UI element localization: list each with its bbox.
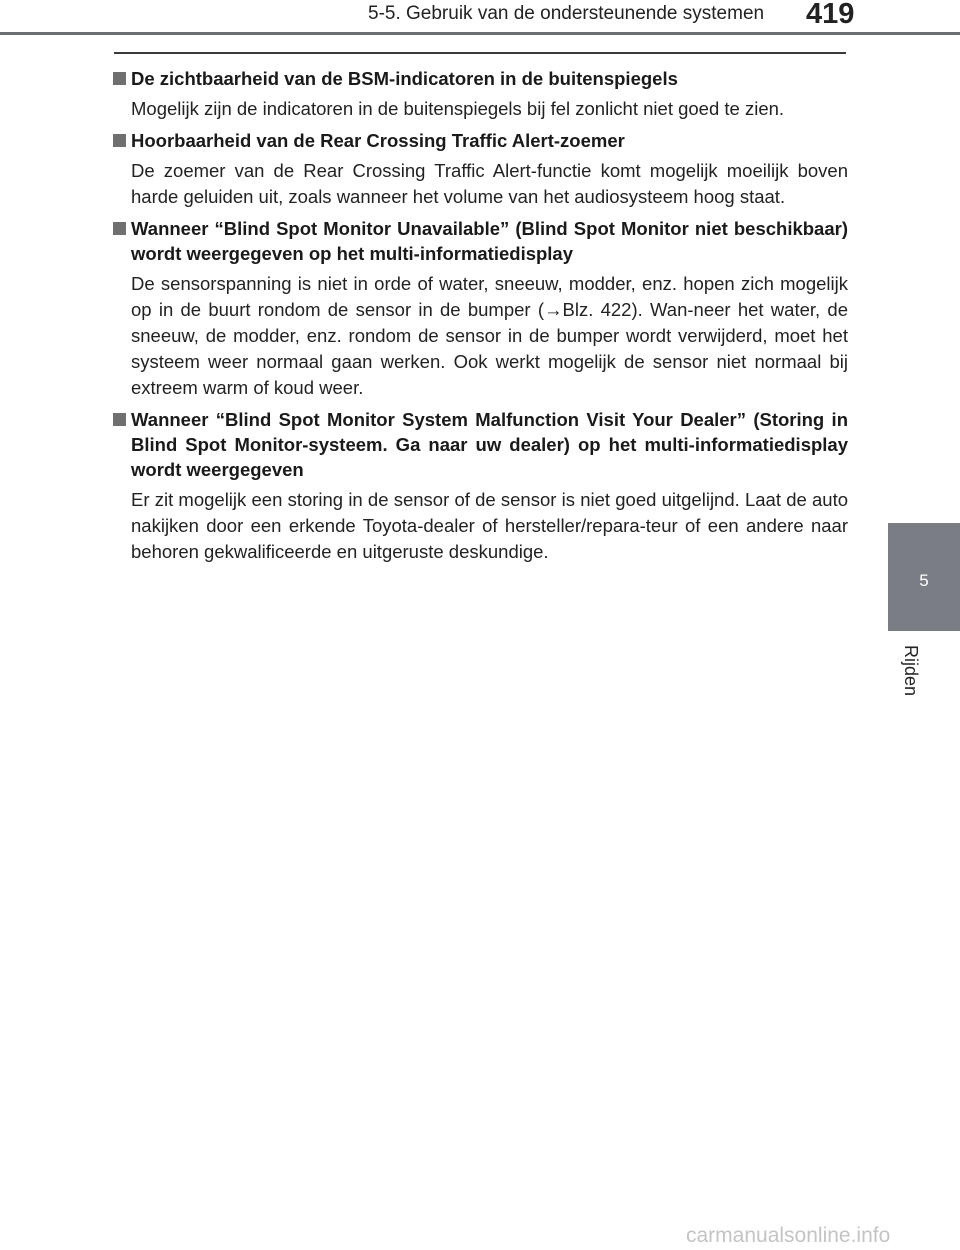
section-heading (112, 407, 848, 482)
section-heading-text: Wanneer “Blind Spot Monitor Unavailable” (Blind Spot Monitor niet beschikbaar) wordt weergegeven op het multi-informatiedisplay (131, 218, 848, 264)
square-bullet-icon (113, 72, 126, 85)
section-heading (112, 66, 848, 91)
chapter-tab (888, 523, 960, 631)
watermark: carmanualsonline.info (686, 1224, 891, 1247)
square-bullet-icon (113, 222, 126, 235)
section-heading-text: Wanneer “Blind Spot Monitor System Malfunction Visit Your Dealer” (Storing in Blind Spot Monitor-systeem. Ga naar uw dealer) op het multi-informatiedisplay wordt weergegeven (131, 409, 848, 480)
section-heading-text: Hoorbaarheid van de Rear Crossing Traffic Alert-zoemer (131, 130, 625, 151)
chapter-number: 5 (919, 571, 929, 590)
square-bullet-icon (113, 413, 126, 426)
section-heading (112, 128, 848, 153)
section-body: De zoemer van de Rear Crossing Traffic Alert-functie komt mogelijk moeilijk boven harde geluiden uit, zoals wanneer het volume van het audiosysteem hoog staat. (131, 160, 848, 207)
section-body: De sensorspanning is niet in orde of water, sneeuw, modder, enz. hopen zich mogelijk op in de buurt rondom de sensor in de bumper (→Blz. 422). Wan-neer het water, de sneeuw, de modder, enz. rondom de sensor in de bumper wordt verwijderd, moet het systeem weer normaal gaan werken. Ook werkt mogelijk de sensor niet normaal bij extreem warm of koud weer. (131, 273, 848, 398)
section-bsm-malfunction (112, 407, 848, 565)
section-body: Er zit mogelijk een storing in de sensor of de sensor is niet goed uitgelijnd. Laat de auto nakijken door een erkende Toyota-dealer of hersteller/repara-teur of een andere naar behoren gekwalificeerde en uitgeruste deskundige. (131, 489, 848, 562)
section-body: Mogelijk zijn de indicatoren in de buitenspiegels bij fel zonlicht niet goed te zien. (131, 98, 785, 119)
section-bsm-unavailable (112, 216, 848, 401)
chapter-label: Rijden (901, 645, 921, 697)
section-heading-text: De zichtbaarheid van de BSM-indicatoren in de buitenspiegels (131, 68, 678, 89)
header-divider (0, 32, 960, 35)
running-header-title: 5-5. Gebruik van de ondersteunende systemen (368, 3, 765, 24)
section-bsm-visibility (112, 66, 848, 122)
section-rcta-buzzer (112, 128, 848, 210)
square-bullet-icon (113, 134, 126, 147)
content-divider (114, 52, 846, 54)
page-number: 419 (806, 0, 855, 30)
section-heading (112, 216, 848, 266)
page-content (112, 66, 848, 571)
